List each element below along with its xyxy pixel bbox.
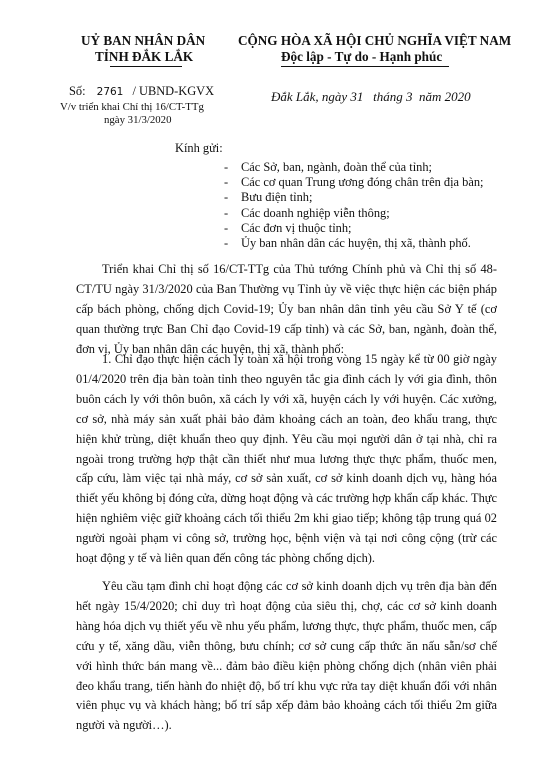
recipient-item: - Các doanh nghiệp viễn thông; — [224, 205, 390, 220]
national-title: CỘNG HÒA XÃ HỘI CHỦ NGHĨA VIỆT NAM — [238, 33, 512, 48]
document-subject-line1: V/v triển khai Chỉ thị 16/CT-TTg — [60, 101, 204, 113]
body-paragraph-item-1: 1. Chỉ đạo thực hiện cách ly toàn xã hội trong vòng 15 ngày kể từ 00 giờ ngày 01/4/2020 trên địa bàn toàn tỉnh theo nguyên tắc gia đình cách ly với gia đình, thôn buôn cách ly với thôn buôn, xã cách ly với xã, huyện cách ly với huyện. Các xưởng, cơ sở, nhà máy sản xuất phải bảo đảm khoảng cách an toàn, đeo khẩu trang, thực hiện khử trùng, diệt khuẩn theo quy định. Yêu cầu mọi người dân ở tại nhà, chỉ ra ngoài trong trường hợp thật cần thiết như mua lương thực thực phẩm, thuốc men, cấp cứu, làm việc tại nhà máy, cơ sở sản xuất, cơ sở kinh doanh dịch vụ, hàng hóa thiết yếu không bị đóng cửa, dừng hoạt động và các trường hợp khẩn cấp khác. Thực hiện nghiêm việc giữ khoảng cách tối thiểu 2m khi giao tiếp; không tập trung quá 02 người ngoài phạm vi công sở, trường học, bệnh viện và tại nơi công cộng (trừ các hoạt động y tế và liên quan đến công tác phòng chống dịch). — [76, 352, 497, 566]
recipient-item: - Bưu điện tỉnh; — [224, 190, 313, 205]
body-paragraph-business-suspension: Yêu cầu tạm đình chỉ hoạt động các cơ sở kinh doanh dịch vụ trên địa bàn đến hết ngày 15/4/2020; chỉ duy trì hoạt động của siêu thị, chợ, các cơ sở kinh doanh hàng hóa dịch vụ thiết yếu về nhu yếu phẩm, lương thực, thực phẩm, thuốc men, cấp cứu y tế, xăng dầu, viễn thông, bưu chính; cơ sở cung cấp thức ăn nấu sẵn/sơ chế với hình thức bán mang về... đảm bảo điều kiện phòng chống dịch (nhân viên phải đeo khẩu trang, tiến hành đo nhiệt độ, bố trí khu vực rửa tay diệt khuẩn đối với nhân viên phục vụ và khách hàng; bố trí sắp xếp đảm bảo khoảng cách tối thiểu 2m giữa người và người…). — [76, 579, 497, 733]
national-motto: Độc lập - Tự do - Hạnh phúc — [281, 49, 443, 64]
recipients-label: Kính gửi: — [175, 141, 223, 155]
document-number-suffix: / UBND-KGVX — [132, 84, 215, 98]
recipient-item: - Ủy ban nhân dân các huyện, thị xã, thành phố. — [224, 236, 471, 251]
issuing-authority: UỶ BAN NHÂN DÂN — [81, 33, 206, 48]
document-number-prefix: Số: — [69, 84, 86, 98]
recipients-list — [224, 160, 483, 251]
issuing-province: TỈNH ĐẮK LẮK — [95, 49, 194, 64]
place-and-date: Đắk Lắk, ngày 31 tháng 3 năm 2020 — [271, 89, 471, 104]
recipient-item: - Các cơ quan Trung ương đóng chân trên địa bàn; — [224, 175, 484, 190]
document-number — [69, 84, 214, 99]
recipient-item: - Các Sở, ban, ngành, đoàn thể của tỉnh; — [224, 160, 432, 174]
document-subject-line2: ngày 31/3/2020 — [104, 114, 172, 126]
body-paragraph-intro: Triển khai Chỉ thị số 16/CT-TTg của Thủ tướng Chính phủ và Chỉ thị số 48-CT/TU ngày 31/3/2020 của Ban Thường vụ Tỉnh ủy về việc thực hiện các biện pháp cấp bách phòng, chống dịch Covid-19; Ủy ban nhân dân tỉnh yêu cầu Sở Y tế (cơ quan thường trực Ban Chỉ đạo Covid-19 cấp tỉnh) và các Sở, ban, ngành, đoàn thể, đơn vị, Ủy ban nhân dân các huyện, thị xã, thành phố: — [76, 262, 497, 356]
issuing-province-underline — [110, 66, 182, 67]
national-motto-underline — [281, 66, 449, 67]
recipient-item: - Các đơn vị thuộc tỉnh; — [224, 220, 352, 235]
document-number-value: 2761 — [96, 86, 124, 98]
